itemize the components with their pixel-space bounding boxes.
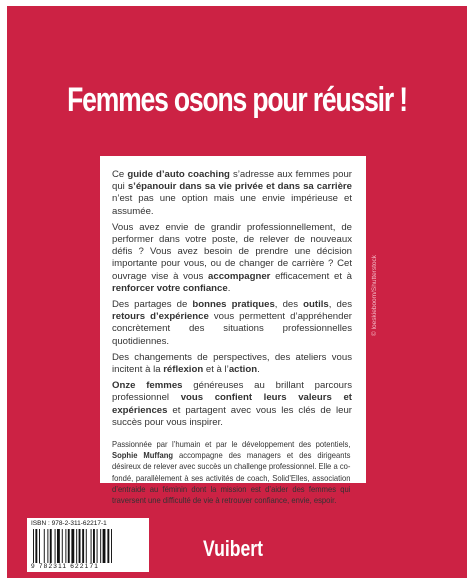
emphasis-text: Onze femmes — [112, 380, 183, 392]
emphasis-text: Sophie Muffang — [112, 450, 174, 461]
photo-credit: © loeskieboom/Shutterstock — [371, 254, 378, 336]
description-paragraph — [112, 299, 352, 348]
body-text: et partagent avec vous les clés de leur succès pour vous inspirer. — [112, 404, 352, 428]
body-text: Ce — [112, 169, 128, 180]
book-title: Femmes osons pour réussir ! — [67, 81, 407, 119]
body-text: n’est pas une option mais une envie impérieuse et assumée. — [112, 193, 352, 217]
body-text: Vous avez envie de grandir professionnellement, de performer dans votre poste, de relever de nouveaux défis ? Vous avez besoin de prendre une décision importante pour vous, ou de changer de carrière ? Cet ouvrage vise à vous — [112, 221, 352, 282]
book-cover — [7, 6, 467, 578]
emphasis-text: vous confient leurs valeurs et expériences — [112, 392, 352, 416]
barcode-icon — [33, 529, 143, 563]
body-text: Passionnée par l’humain et par le développement des potentiels, — [112, 439, 351, 450]
body-text: accompagne des managers et des dirigeants désireux de relever avec succès un challenge professionnel. Elle a co-fondé, parallèlement à ses activités de coach, Solid’Elles, association d’entraide au féminin dont la mission est d’aider des femmes qui traversent une difficulté de vie à retrouver confiance, envie, espoir. — [112, 450, 351, 506]
body-text: efficacement et à — [270, 270, 352, 282]
description-paragraph — [112, 380, 352, 429]
barcode-area — [27, 518, 149, 572]
emphasis-text: retours d’expérience — [112, 311, 209, 323]
body-text: , des — [328, 299, 352, 311]
emphasis-text: action — [228, 364, 258, 376]
body-text: Des partages de — [112, 299, 193, 311]
description-paragraph — [112, 169, 352, 218]
description-paragraph — [112, 222, 352, 295]
emphasis-text: s’épanouir dans sa vie privée et dans sa carrière — [127, 181, 352, 193]
body-text: et à l’ — [203, 364, 229, 376]
body-text: vous permettent d’appréhender concrètement des situations professionnelles quotidiennes. — [112, 311, 352, 347]
emphasis-text: guide d’auto coaching — [127, 169, 230, 180]
emphasis-text: bonnes pratiques — [192, 299, 275, 311]
description-paragraph — [112, 352, 352, 376]
body-text: , des — [274, 299, 304, 311]
publisher-logo: Vuibert — [203, 536, 263, 561]
body-text: . — [227, 282, 231, 294]
description-box — [100, 156, 366, 506]
isbn-label: ISBN : 978-2-311-62217-1 — [31, 520, 107, 527]
emphasis-text: réflexion — [163, 364, 204, 376]
author-bio — [112, 439, 350, 506]
body-text: généreuses au brillant parcours professionnel — [112, 380, 352, 404]
body-text: . — [257, 364, 260, 376]
body-text: Des changements de perspectives, des ateliers vous incitent à la — [112, 351, 352, 376]
barcode-number: 9 782311 622171 — [31, 563, 100, 570]
emphasis-text: accompagner — [208, 270, 271, 282]
description-paragraphs — [112, 169, 352, 429]
emphasis-text: outils — [303, 299, 329, 311]
emphasis-text: renforcer votre confiance — [112, 282, 228, 294]
body-text: s’adresse aux femmes pour qui — [112, 169, 352, 193]
